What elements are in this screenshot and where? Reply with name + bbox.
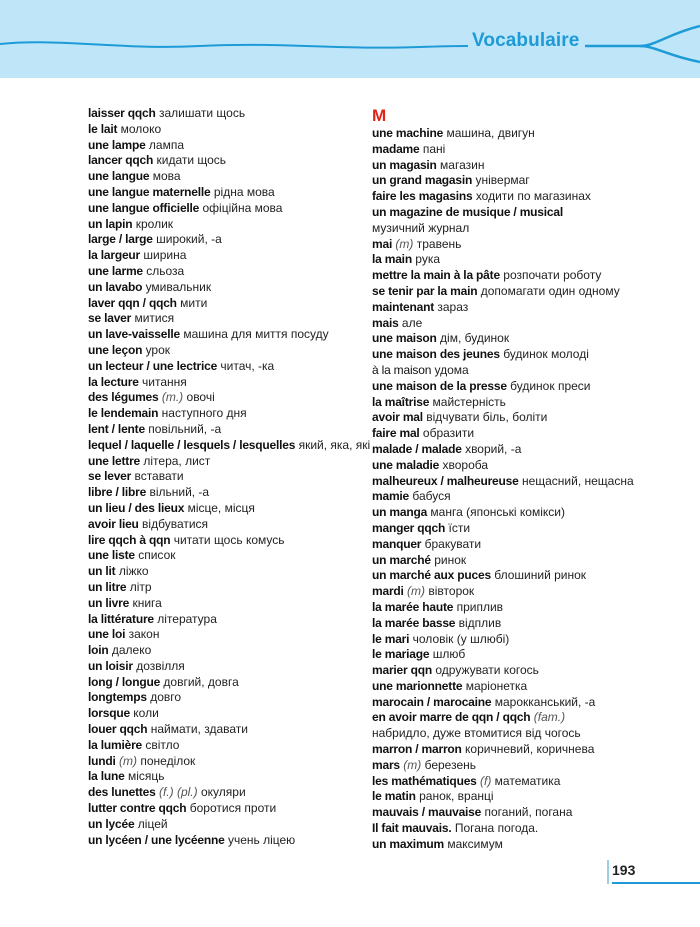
vocabulary-entry	[372, 742, 612, 758]
vocabulary-entry	[372, 647, 612, 663]
vocabulary-entry	[372, 283, 620, 300]
section-title: Vocabulaire	[472, 30, 580, 51]
entry-term: un magazine de musique / musical	[372, 204, 563, 219]
entry-grammar: (f)	[480, 773, 492, 788]
entry-translation: окуляри	[200, 785, 246, 800]
vocabulary-entry	[88, 311, 358, 327]
vocabulary-entry	[88, 501, 358, 517]
vocabulary-entry	[372, 473, 634, 490]
entry-term: le lendemain	[88, 406, 159, 421]
vocabulary-entry	[88, 390, 358, 406]
entry-translation: читати щось комусь	[173, 532, 285, 547]
entry-term: Il fait mauvais.	[372, 821, 452, 836]
entry-term: avoir lieu	[88, 516, 139, 531]
entry-grammar: (m)	[407, 584, 426, 599]
entry-term: la lecture	[88, 374, 139, 389]
vocabulary-entry	[372, 600, 612, 616]
vocabulary-entry	[88, 690, 358, 706]
vocabulary-entry	[372, 458, 612, 474]
vocabulary-entry	[372, 821, 612, 837]
entry-translation: бабуся	[412, 489, 451, 504]
page-number: 193	[612, 862, 636, 878]
entry-translation: світло	[145, 737, 180, 752]
entry-term: un marché aux puces	[372, 568, 491, 583]
entry-translation: зараз	[437, 299, 469, 314]
entry-translation: хвороба	[442, 457, 489, 472]
entry-term: des lunettes	[88, 785, 156, 800]
entry-translation: місяць	[127, 769, 165, 784]
vocabulary-entry	[88, 343, 358, 359]
entry-term: lent / lente	[88, 421, 145, 436]
vocabulary-entry	[88, 517, 358, 533]
entry-term: un magasin	[372, 157, 437, 172]
entry-translation: магазин	[440, 157, 485, 172]
vocabulary-entry	[372, 679, 612, 695]
entry-term: un lecteur / une lectrice	[88, 358, 218, 373]
entry-translation: математика	[494, 773, 561, 788]
page-number-divider	[607, 860, 609, 884]
entry-translation: мити	[180, 295, 208, 310]
vocabulary-entry	[88, 138, 358, 154]
vocabulary-entry	[88, 659, 358, 675]
entry-term: avoir mal	[372, 410, 423, 425]
vocabulary-entry	[372, 758, 612, 774]
vocabulary-entry	[88, 580, 358, 596]
entry-term: la maîtrise	[372, 394, 430, 409]
vocabulary-entry	[88, 375, 358, 391]
vocabulary-entry	[372, 837, 612, 853]
entry-term: une lampe	[88, 137, 146, 152]
vocabulary-entry	[88, 106, 358, 122]
entry-translation: манга (японські комікси)	[430, 505, 565, 520]
entry-translation: літера, лист	[143, 453, 211, 468]
entry-translation: довго	[150, 690, 182, 705]
entry-term: la lune	[88, 769, 125, 784]
entry-term: faire les magasins	[372, 189, 473, 204]
vocabulary-entry	[372, 632, 612, 648]
vocabulary-entry	[88, 738, 358, 754]
entry-translation: машина для миття посуду	[183, 327, 329, 342]
vocabulary-entry	[372, 142, 612, 158]
entry-translation: блошиний ринок	[494, 568, 587, 583]
entry-term: une liste	[88, 548, 135, 563]
entry-translation: Погана погода.	[454, 821, 539, 836]
entry-translation: бракувати	[424, 536, 482, 551]
entry-term: lancer qqch	[88, 153, 154, 168]
entry-translation: наймати, здавати	[150, 722, 248, 737]
entry-grammar: (m.)	[161, 390, 184, 405]
entry-translation: місце, місця	[187, 500, 255, 515]
entry-translation: рука	[415, 252, 441, 267]
entry-translation: який, яка, які	[298, 437, 371, 452]
entry-term: laver qqn / qqch	[88, 295, 177, 310]
entry-term: longtemps	[88, 690, 147, 705]
entry-translation: умивальник	[145, 279, 212, 294]
vocabulary-entry	[372, 616, 612, 632]
entry-grammar: (m)	[403, 757, 422, 772]
vocabulary-entry	[88, 217, 358, 233]
vocabulary-entry	[88, 153, 358, 169]
letter-heading: M	[372, 106, 387, 125]
entry-term: un maximum	[372, 836, 445, 851]
vocabulary-entry	[88, 359, 358, 375]
entry-term: la marée haute	[372, 599, 454, 614]
vocabulary-entry	[88, 296, 358, 312]
vocabulary-entry	[372, 426, 612, 442]
header-band	[0, 0, 700, 78]
entry-term: libre / libre	[88, 485, 147, 500]
entry-term: madame	[372, 141, 420, 156]
entry-translation: закон	[128, 627, 160, 642]
entry-term: une machine	[372, 126, 444, 140]
entry-translation: вільний, -а	[149, 485, 210, 500]
entry-grammar: (m)	[119, 753, 138, 768]
entry-term: en avoir marre de qqn / qqch	[372, 710, 531, 725]
entry-translation: максимум	[447, 836, 503, 851]
entry-term: se lever	[88, 469, 132, 484]
entry-term: malheureux / malheureuse	[372, 473, 519, 488]
entry-term: se laver	[88, 311, 132, 326]
vocabulary-entry	[88, 248, 358, 264]
vocabulary-entry	[88, 169, 358, 185]
entry-term: à la maison	[372, 362, 432, 377]
vocabulary-entry	[88, 833, 358, 849]
entry-translation: вставати	[134, 469, 184, 484]
entry-term: une leçon	[88, 342, 143, 357]
entry-translation: залишати щось	[158, 106, 246, 120]
entry-translation: література	[157, 611, 217, 626]
entry-translation: чоловік (у шлюбі)	[412, 631, 510, 646]
entry-term: un lave-vaisselle	[88, 327, 180, 342]
entry-term: marocain / marocaine	[372, 694, 492, 709]
entry-translation: книга	[132, 595, 162, 610]
entry-term: lorsque	[88, 706, 130, 721]
entry-term: une larme	[88, 263, 143, 278]
entry-term: un lavabo	[88, 279, 143, 294]
vocabulary-entry	[88, 564, 358, 580]
entry-translation: урок	[145, 342, 171, 357]
vocabulary-entry	[88, 785, 358, 801]
vocabulary-entry	[372, 805, 612, 821]
entry-translation: музичний журнал	[372, 220, 470, 235]
entry-term: un litre	[88, 579, 127, 594]
vocabulary-entry	[88, 801, 358, 817]
vocabulary-entry	[88, 548, 358, 564]
vocabulary-entry	[372, 379, 612, 395]
vocabulary-entry	[88, 722, 358, 738]
entry-translation: коли	[133, 706, 159, 721]
vocabulary-entry	[88, 643, 358, 659]
vocabulary-entry	[372, 331, 612, 347]
entry-term: lequel / laquelle / lesquels / lesquelles	[88, 437, 296, 452]
entry-translation: березень	[424, 757, 476, 772]
entry-translation: але	[401, 315, 423, 330]
vocabulary-entry	[372, 663, 612, 679]
entry-term: une langue	[88, 169, 150, 184]
vocabulary-entry	[88, 454, 358, 470]
entry-translation: овочі	[186, 390, 215, 405]
vocabulary-entry	[372, 521, 612, 537]
vocabulary-entry	[88, 406, 358, 422]
entry-translation: довгий, довга	[163, 674, 239, 689]
entry-term: mauvais / mauvaise	[372, 805, 482, 820]
vocabulary-entry	[88, 201, 358, 217]
entry-translation: ширина	[143, 248, 187, 263]
entry-translation: розпочати роботу	[503, 268, 602, 283]
entry-translation: ринок	[434, 552, 467, 567]
vocabulary-entry	[372, 205, 612, 237]
entry-translation: лампа	[148, 137, 185, 152]
entry-translation: кролик	[135, 216, 174, 231]
entry-translation: кидати щось	[156, 153, 227, 168]
vocabulary-entry	[372, 505, 612, 521]
entry-term: la marée basse	[372, 615, 456, 630]
entry-translation: сльоза	[146, 263, 185, 278]
entry-term: loin	[88, 643, 109, 658]
entry-grammar: (fam.)	[533, 710, 566, 725]
vocabulary-entry	[372, 347, 612, 363]
entry-translation: ходити по магазинах	[475, 189, 591, 204]
entry-term: lundi	[88, 753, 116, 768]
vocabulary-column-left	[88, 106, 371, 848]
vocabulary-entry	[372, 126, 612, 142]
entry-translation: учень ліцею	[227, 832, 296, 847]
entry-term: la largeur	[88, 248, 141, 263]
entry-translation: хворий, -а	[465, 441, 522, 456]
entry-grammar: (m)	[395, 236, 414, 251]
vocabulary-entry	[88, 675, 358, 691]
vocabulary-entry	[372, 173, 612, 189]
entry-translation: дім, будинок	[440, 331, 510, 346]
vocabulary-entry	[88, 437, 371, 454]
entry-term: une langue officielle	[88, 200, 200, 215]
vocabulary-entry	[372, 395, 612, 411]
entry-translation: ранок, вранці	[419, 789, 494, 804]
page-number-underline	[612, 882, 700, 884]
entry-term: un grand magasin	[372, 173, 473, 188]
entry-term: un manga	[372, 505, 428, 520]
entry-term: la main	[372, 252, 412, 267]
entry-translation: універмаг	[475, 173, 530, 188]
entry-term: le lait	[88, 121, 118, 136]
entry-term: un lieu / des lieux	[88, 500, 185, 515]
entry-translation: одружувати когось	[435, 663, 539, 678]
entry-translation: наступного дня	[161, 406, 247, 421]
entry-term: le matin	[372, 789, 416, 804]
vocabulary-entry	[88, 754, 358, 770]
entry-term: un lycéen / une lycéenne	[88, 832, 225, 847]
entry-term: se tenir par la main	[372, 283, 478, 298]
entry-term: une maison des jeunes	[372, 347, 500, 362]
entry-term: maintenant	[372, 299, 435, 314]
entry-term: une lettre	[88, 453, 141, 468]
entry-translation: пані	[422, 141, 446, 156]
entry-grammar: (f.) (pl.)	[158, 785, 198, 800]
vocabulary-entry	[372, 584, 612, 600]
entry-translation: будинок преси	[510, 378, 591, 393]
entry-translation: коричневий, коричнева	[465, 742, 595, 757]
entry-translation: машина, двигун	[446, 126, 535, 140]
entry-term: le mari	[372, 631, 410, 646]
entry-translation: шлюб	[432, 647, 466, 662]
entry-term: lutter contre qqch	[88, 801, 187, 816]
vocabulary-entry	[372, 789, 612, 805]
entry-term: une maison de la presse	[372, 378, 507, 393]
vocabulary-entry	[88, 769, 358, 785]
entry-translation: митися	[134, 311, 175, 326]
entry-translation: дозвілля	[136, 658, 185, 673]
wave-line-decoration	[0, 0, 700, 78]
entry-term: des légumes	[88, 390, 159, 405]
entry-translation: понеділок	[140, 753, 196, 768]
entry-translation: повільний, -а	[148, 421, 222, 436]
entry-term: faire mal	[372, 426, 420, 441]
entry-translation: офіційна мова	[202, 200, 283, 215]
entry-term: une maison	[372, 331, 437, 346]
vocabulary-entry	[372, 268, 612, 284]
vocabulary-entry	[88, 596, 358, 612]
entry-term: mettre la main à la pâte	[372, 268, 500, 283]
entry-translation: літр	[129, 579, 152, 594]
entry-term: manquer	[372, 536, 422, 551]
entry-translation: маріонетка	[465, 678, 528, 693]
entry-term: les mathématiques	[372, 773, 477, 788]
entry-translation: поганий, погана	[484, 805, 573, 820]
entry-translation: читання	[142, 374, 187, 389]
vocabulary-entry	[372, 316, 612, 332]
entry-translation: ліжко	[118, 564, 149, 579]
vocabulary-entry	[88, 122, 358, 138]
entry-term: mamie	[372, 489, 410, 504]
vocabulary-entry	[88, 327, 358, 343]
entry-translation: приплив	[456, 599, 504, 614]
entry-translation: широкий, -а	[156, 232, 222, 247]
vocabulary-entry	[372, 158, 612, 174]
entry-term: louer qqch	[88, 722, 148, 737]
entry-term: une loi	[88, 627, 126, 642]
vocabulary-entry	[372, 237, 612, 253]
entry-translation: відбуватися	[142, 516, 209, 531]
entry-translation: вівторок	[428, 584, 475, 599]
vocabulary-entry	[88, 185, 358, 201]
entry-translation: відплив	[458, 615, 502, 630]
entry-term: large / large	[88, 232, 153, 247]
vocabulary-entry	[372, 710, 612, 742]
entry-translation: їсти	[448, 520, 471, 535]
entry-translation: удома	[434, 362, 469, 377]
entry-term: un marché	[372, 552, 431, 567]
entry-term: un loisir	[88, 658, 133, 673]
vocabulary-entry	[372, 189, 612, 205]
entry-translation: майстерність	[432, 394, 506, 409]
vocabulary-entry	[88, 485, 358, 501]
entry-term: une marionnette	[372, 678, 463, 693]
entry-term: la littérature	[88, 611, 154, 626]
entry-translation: далеко	[111, 643, 152, 658]
entry-translation: мова	[152, 169, 181, 184]
entry-term: mais	[372, 315, 399, 330]
entry-translation: будинок молоді	[503, 347, 589, 362]
entry-translation: нещасний, нещасна	[521, 473, 634, 488]
entry-translation: молоко	[120, 121, 162, 136]
vocabulary-entry	[88, 533, 358, 549]
entry-term: lire qqch à qqn	[88, 532, 171, 547]
vocabulary-entry	[372, 553, 612, 569]
entry-term: un lapin	[88, 216, 133, 231]
vocabulary-entry	[372, 568, 612, 584]
vocabulary-entry	[372, 774, 612, 790]
entry-translation: марокканський, -а	[494, 694, 596, 709]
vocabulary-entry	[372, 489, 612, 505]
entry-term: le mariage	[372, 647, 430, 662]
vocabulary-entry	[88, 817, 358, 833]
vocabulary-entry	[88, 264, 358, 280]
entry-term: long / longue	[88, 674, 161, 689]
vocabulary-entry	[372, 300, 612, 316]
vocabulary-entry	[88, 232, 358, 248]
entry-term: malade / malade	[372, 441, 462, 456]
entry-term: mars	[372, 757, 400, 772]
vocabulary-entry	[372, 410, 612, 426]
entry-term: un livre	[88, 595, 130, 610]
vocabulary-entry	[372, 363, 612, 379]
entry-term: marron / marron	[372, 742, 462, 757]
entry-translation: рідна мова	[213, 184, 275, 199]
entry-translation: набридло, дуже втомитися від чогось	[372, 726, 581, 741]
entry-translation: образити	[422, 426, 475, 441]
entry-term: un lit	[88, 564, 116, 579]
entry-term: manger qqch	[372, 520, 446, 535]
entry-term: marier qqn	[372, 663, 433, 678]
entry-term: une maladie	[372, 457, 440, 472]
vocabulary-entry	[88, 706, 358, 722]
entry-translation: відчувати біль, боліти	[426, 410, 548, 425]
vocabulary-column-right	[372, 106, 634, 853]
vocabulary-entry	[88, 280, 358, 296]
vocabulary-entry	[372, 252, 612, 268]
entry-translation: ліцей	[137, 816, 168, 831]
vocabulary-entry	[372, 537, 612, 553]
entry-term: mai	[372, 236, 393, 251]
vocabulary-entry	[88, 627, 358, 643]
vocabulary-entry	[372, 695, 612, 711]
entry-term: laisser qqch	[88, 106, 156, 120]
entry-term: mardi	[372, 584, 404, 599]
entry-translation: допомагати один одному	[480, 283, 620, 298]
entry-translation: список	[138, 548, 176, 563]
vocabulary-entry	[88, 422, 358, 438]
entry-term: une langue maternelle	[88, 184, 211, 199]
entry-translation: читач, -ка	[220, 358, 275, 373]
vocabulary-entry	[88, 612, 358, 628]
vocabulary-entry	[88, 469, 358, 485]
vocabulary-entry	[372, 442, 612, 458]
entry-term: un lycée	[88, 816, 135, 831]
entry-term: la lumière	[88, 737, 143, 752]
entry-translation: боротися проти	[189, 801, 277, 816]
entry-translation: травень	[416, 236, 462, 251]
